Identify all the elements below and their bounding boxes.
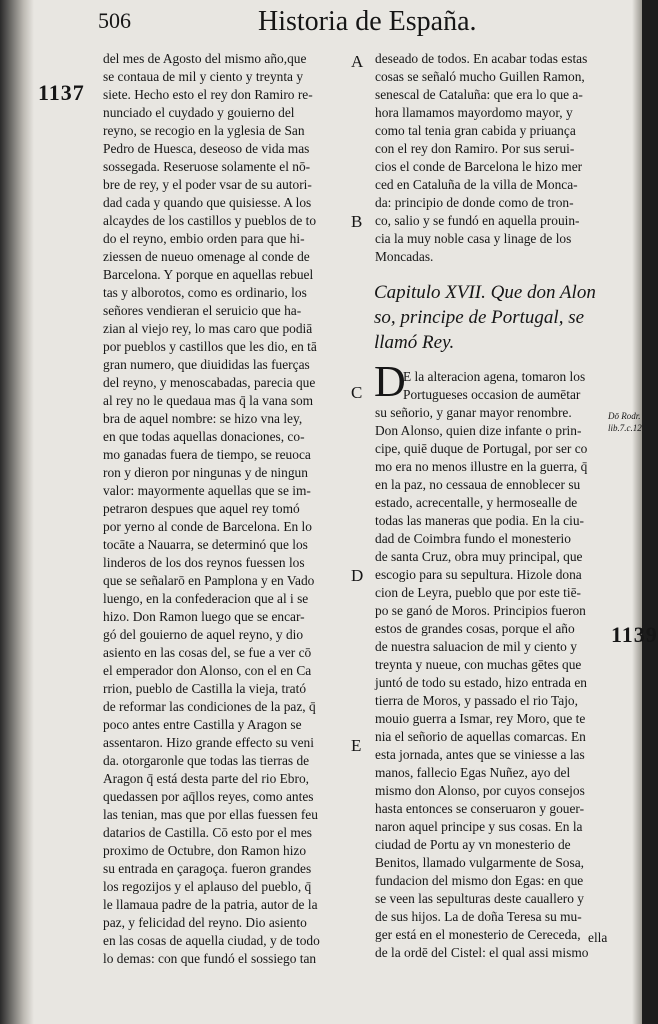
text-line: fundacion del mismo don Egas: en que: [375, 873, 584, 888]
text-line: assentaron. Hizo grande effecto su veni: [103, 735, 314, 750]
text-line: gó del gouierno de aquel reyno, y dio: [103, 627, 304, 642]
text-line: señores vendieran el seruicio que ha-: [103, 303, 302, 318]
text-line: ger está en el monesterio de Cereceda,: [375, 927, 581, 942]
text-line: el emperador don Alonso, con el en Ca: [103, 663, 312, 678]
text-line: dad cada y quando que quisiesse. A los: [103, 195, 312, 210]
chapter-heading-line: so, principe de Portugal, se: [374, 307, 585, 328]
text-line: Moncadas.: [375, 249, 434, 264]
text-line: Barcelona. Y porque en aquellas rebuel: [103, 267, 314, 282]
text-line: luengo, en la confederacion que al i se: [103, 591, 309, 606]
text-line: manos, fallecio Egas Nuñez, ayo del: [375, 765, 571, 780]
text-line: alcaydes de los castillos y pueblos de to: [103, 213, 317, 228]
text-line: mo era no menos illustre en la guerra, q̄: [375, 459, 588, 474]
text-line: bra de aquel nombre: se hizo vna ley,: [103, 411, 303, 426]
text-line: ziessen de nueuo omenage al conde de: [103, 249, 310, 264]
right-text-column-top: [375, 50, 613, 266]
text-line: siete. Hecho esto el rey don Ramiro re-: [103, 87, 313, 102]
text-line: al rey no le quedaua mas q̄ la vana som: [103, 393, 314, 408]
text-line: estado, acrecentalle, y hermosealle de: [375, 495, 578, 510]
text-line: co, salio y se fundó en aquella prouin-: [375, 213, 580, 228]
text-line: su entrada en çaragoça. fueron grandes: [103, 861, 312, 876]
text-line: escogio para su sepultura. Hizole dona: [375, 567, 582, 582]
text-line: le llamaua padre de la patria, autor de la: [103, 897, 318, 912]
text-line: se contaua de mil y ciento y treynta y: [103, 69, 304, 84]
drop-cap: D: [374, 357, 406, 406]
text-line: cios el conde de Barcelona le hizo mer: [375, 159, 583, 174]
chapter-heading-line: llamó Rey.: [374, 332, 455, 353]
folio-number: 506: [98, 8, 131, 33]
text-line: estos de grandes cosas, porque el año: [375, 621, 575, 636]
text-line: mismo don Alonso, por cuyos consejos: [375, 783, 585, 798]
text-line: do el reyno, embio orden para que hi-: [103, 231, 305, 246]
text-line: cipe, quiē duque de Portugal, por ser co: [375, 441, 588, 456]
running-title: Historia de España.: [258, 6, 477, 37]
text-line: en las cosas de aquella ciudad, y de todo: [103, 933, 320, 948]
text-line: dad de Coimbra fundo el monesterio: [375, 531, 571, 546]
text-line: del reyno, y menoscabadas, parecia que: [103, 375, 316, 390]
text-line: las tenian, mas que por ellas fuessen feu: [103, 807, 318, 822]
text-line: Pedro de Huesca, deseoso de vida mas: [103, 141, 310, 156]
text-line: tas y alborotos, como es ordinario, los: [103, 285, 307, 300]
text-line: asiento en las cosas del, se fue a ver cō: [103, 645, 312, 660]
text-line: tierra de Moros, y passado el rio Tajo,: [375, 693, 578, 708]
text-line: poco antes entre Castilla y Aragon se: [103, 717, 302, 732]
text-line: da. otorgaronle que todas las tierras de: [103, 753, 310, 768]
text-line: cia la muy noble casa y linage de los: [375, 231, 572, 246]
text-line: nunciado el cuydado y gouierno del: [103, 105, 295, 120]
section-letter-a: A: [351, 52, 364, 71]
text-line: gran numero, que diuididas las fuerças: [103, 357, 310, 372]
section-letter-b: B: [351, 212, 363, 231]
margin-year-left: 1137: [38, 80, 85, 105]
citation-line: lib.7.c.12: [608, 423, 642, 433]
text-line: lo demas: con que fundó el sossiego tan: [103, 951, 317, 966]
text-line: los regozijos y el aplauso del pueblo, q̄: [103, 879, 312, 894]
text-line: linderos de los dos reynos fuessen los: [103, 555, 305, 570]
text-line: que se señalarō en Pamplona y en Vado: [103, 573, 315, 588]
text-line: mouio guerra a Ismar, rey Moro, que te: [375, 711, 586, 726]
text-line: petraron despues que aquel rey tomó: [103, 501, 300, 516]
marginal-citation: [608, 410, 642, 434]
text-line: en que todas aquellas donaciones, co-: [103, 429, 305, 444]
text-line: se veen las sepulturas deste cauallero y: [375, 891, 584, 906]
section-letter-e: E: [351, 736, 362, 755]
text-line: de la ordē del Cistel: el qual assi mismo: [375, 945, 589, 960]
citation-line: Dō Rodr.: [608, 411, 641, 421]
gutter-shadow: [0, 0, 34, 1024]
text-line: E la alteracion agena, tomaron los: [403, 369, 586, 384]
text-line: da: principio de donde como de tron-: [375, 195, 574, 210]
text-line: ced en Cataluña de la villa de Monca-: [375, 177, 578, 192]
text-line: con el rey don Ramiro. Por sus serui-: [375, 141, 575, 156]
text-line: hasta entonces se conseruaron y gouer-: [375, 801, 585, 816]
text-line: hizo. Don Ramon luego que se encar-: [103, 609, 305, 624]
text-line: deseado de todos. En acabar todas estas: [375, 51, 588, 66]
text-line: cosas se señaló mucho Guillen Ramon,: [375, 69, 585, 84]
text-line: quedassen por aq̄llos reyes, como antes: [103, 789, 314, 804]
text-line: de santa Cruz, obra muy principal, que: [375, 549, 583, 564]
page-header: [98, 6, 484, 44]
text-line: sossegada. Reseruose solamente el nō-: [103, 159, 311, 174]
text-line: senescal de Cataluña: que era lo que a-: [375, 87, 583, 102]
text-line: cion de Leyra, pueblo que por este tiē-: [375, 585, 581, 600]
chapter-heading: [374, 280, 614, 355]
text-line: reyno, se recogio en la yglesia de San: [103, 123, 305, 138]
text-line: todas las maneras que podia. En la ciu-: [375, 513, 584, 528]
text-line: bre de rey, y el poder vsar de su autori-: [103, 177, 312, 192]
text-line: mo ganadas fuera de tiempo, se reuoca: [103, 447, 311, 462]
text-line: ron y dieron por ningunas y de ningun: [103, 465, 308, 480]
text-line: del mes de Agosto del mismo año,que: [103, 51, 307, 66]
margin-year-right: 1139: [611, 622, 658, 647]
left-text-column: [103, 50, 363, 968]
text-line: por pueblos y castillos que les dio, en tā: [103, 339, 317, 354]
text-line: Portugueses occasion de aumētar: [403, 387, 581, 402]
chapter-heading-line: Capitulo XVII. Que don Alon: [374, 282, 596, 303]
catchword: ella: [588, 930, 608, 945]
text-line: tocāte a Nauarra, se determinó que los: [103, 537, 308, 552]
text-line: valor: mayormente aquellas que se im-: [103, 483, 311, 498]
text-line: po se ganó de Moros. Principios fueron: [375, 603, 586, 618]
text-line: juntó de todo su estado, hizo entrada en: [375, 675, 587, 690]
section-letter-c: C: [351, 383, 363, 402]
text-line: Don Alonso, quien dize infante o prin-: [375, 423, 582, 438]
text-line: como tal tenia gran cabida y priuança: [375, 123, 576, 138]
text-line: ciudad de Portu ay vn monesterio de: [375, 837, 571, 852]
text-line: treynta y nueue, con muchas gētes que: [375, 657, 582, 672]
text-line: de reformar las condiciones de la paz, q̄: [103, 699, 316, 714]
text-line: datarios de Castilla. Cō esto por el mes: [103, 825, 312, 840]
text-line: Aragon q̄ está desta parte del rio Ebro,: [103, 771, 309, 786]
section-letter-d: D: [351, 566, 364, 585]
text-line: paz, y felicidad del reyno. Dio asiento: [103, 915, 307, 930]
text-line: en la paz, no cessaua de ennoblecer su: [375, 477, 581, 492]
page-edge: [632, 0, 642, 1024]
right-text-column-body: [375, 368, 613, 962]
text-line: zian al viejo rey, lo mas caro que podiā: [103, 321, 313, 336]
text-line: Benitos, llamado vulgarmente de Sosa,: [375, 855, 584, 870]
text-line: de sus hijos. La de doña Teresa su mu-: [375, 909, 582, 924]
text-line: naron aquel principe y sus cosas. En la: [375, 819, 583, 834]
text-line: nia el señorio de aquellas comarcas. En: [375, 729, 586, 744]
text-line: proximo de Octubre, don Ramon hizo: [103, 843, 307, 858]
text-line: esta jornada, antes que se viniesse a las: [375, 747, 585, 762]
text-line: rrion, pueblo de Castilla la vieja, trató: [103, 681, 307, 696]
text-line: de nuestra saluacion de mil y ciento y: [375, 639, 577, 654]
text-line: su señorio, y ganar mayor renombre.: [375, 405, 572, 420]
text-line: por yerno al conde de Barcelona. En lo: [103, 519, 312, 534]
text-line: hora llamamos mayordomo mayor, y: [375, 105, 573, 120]
